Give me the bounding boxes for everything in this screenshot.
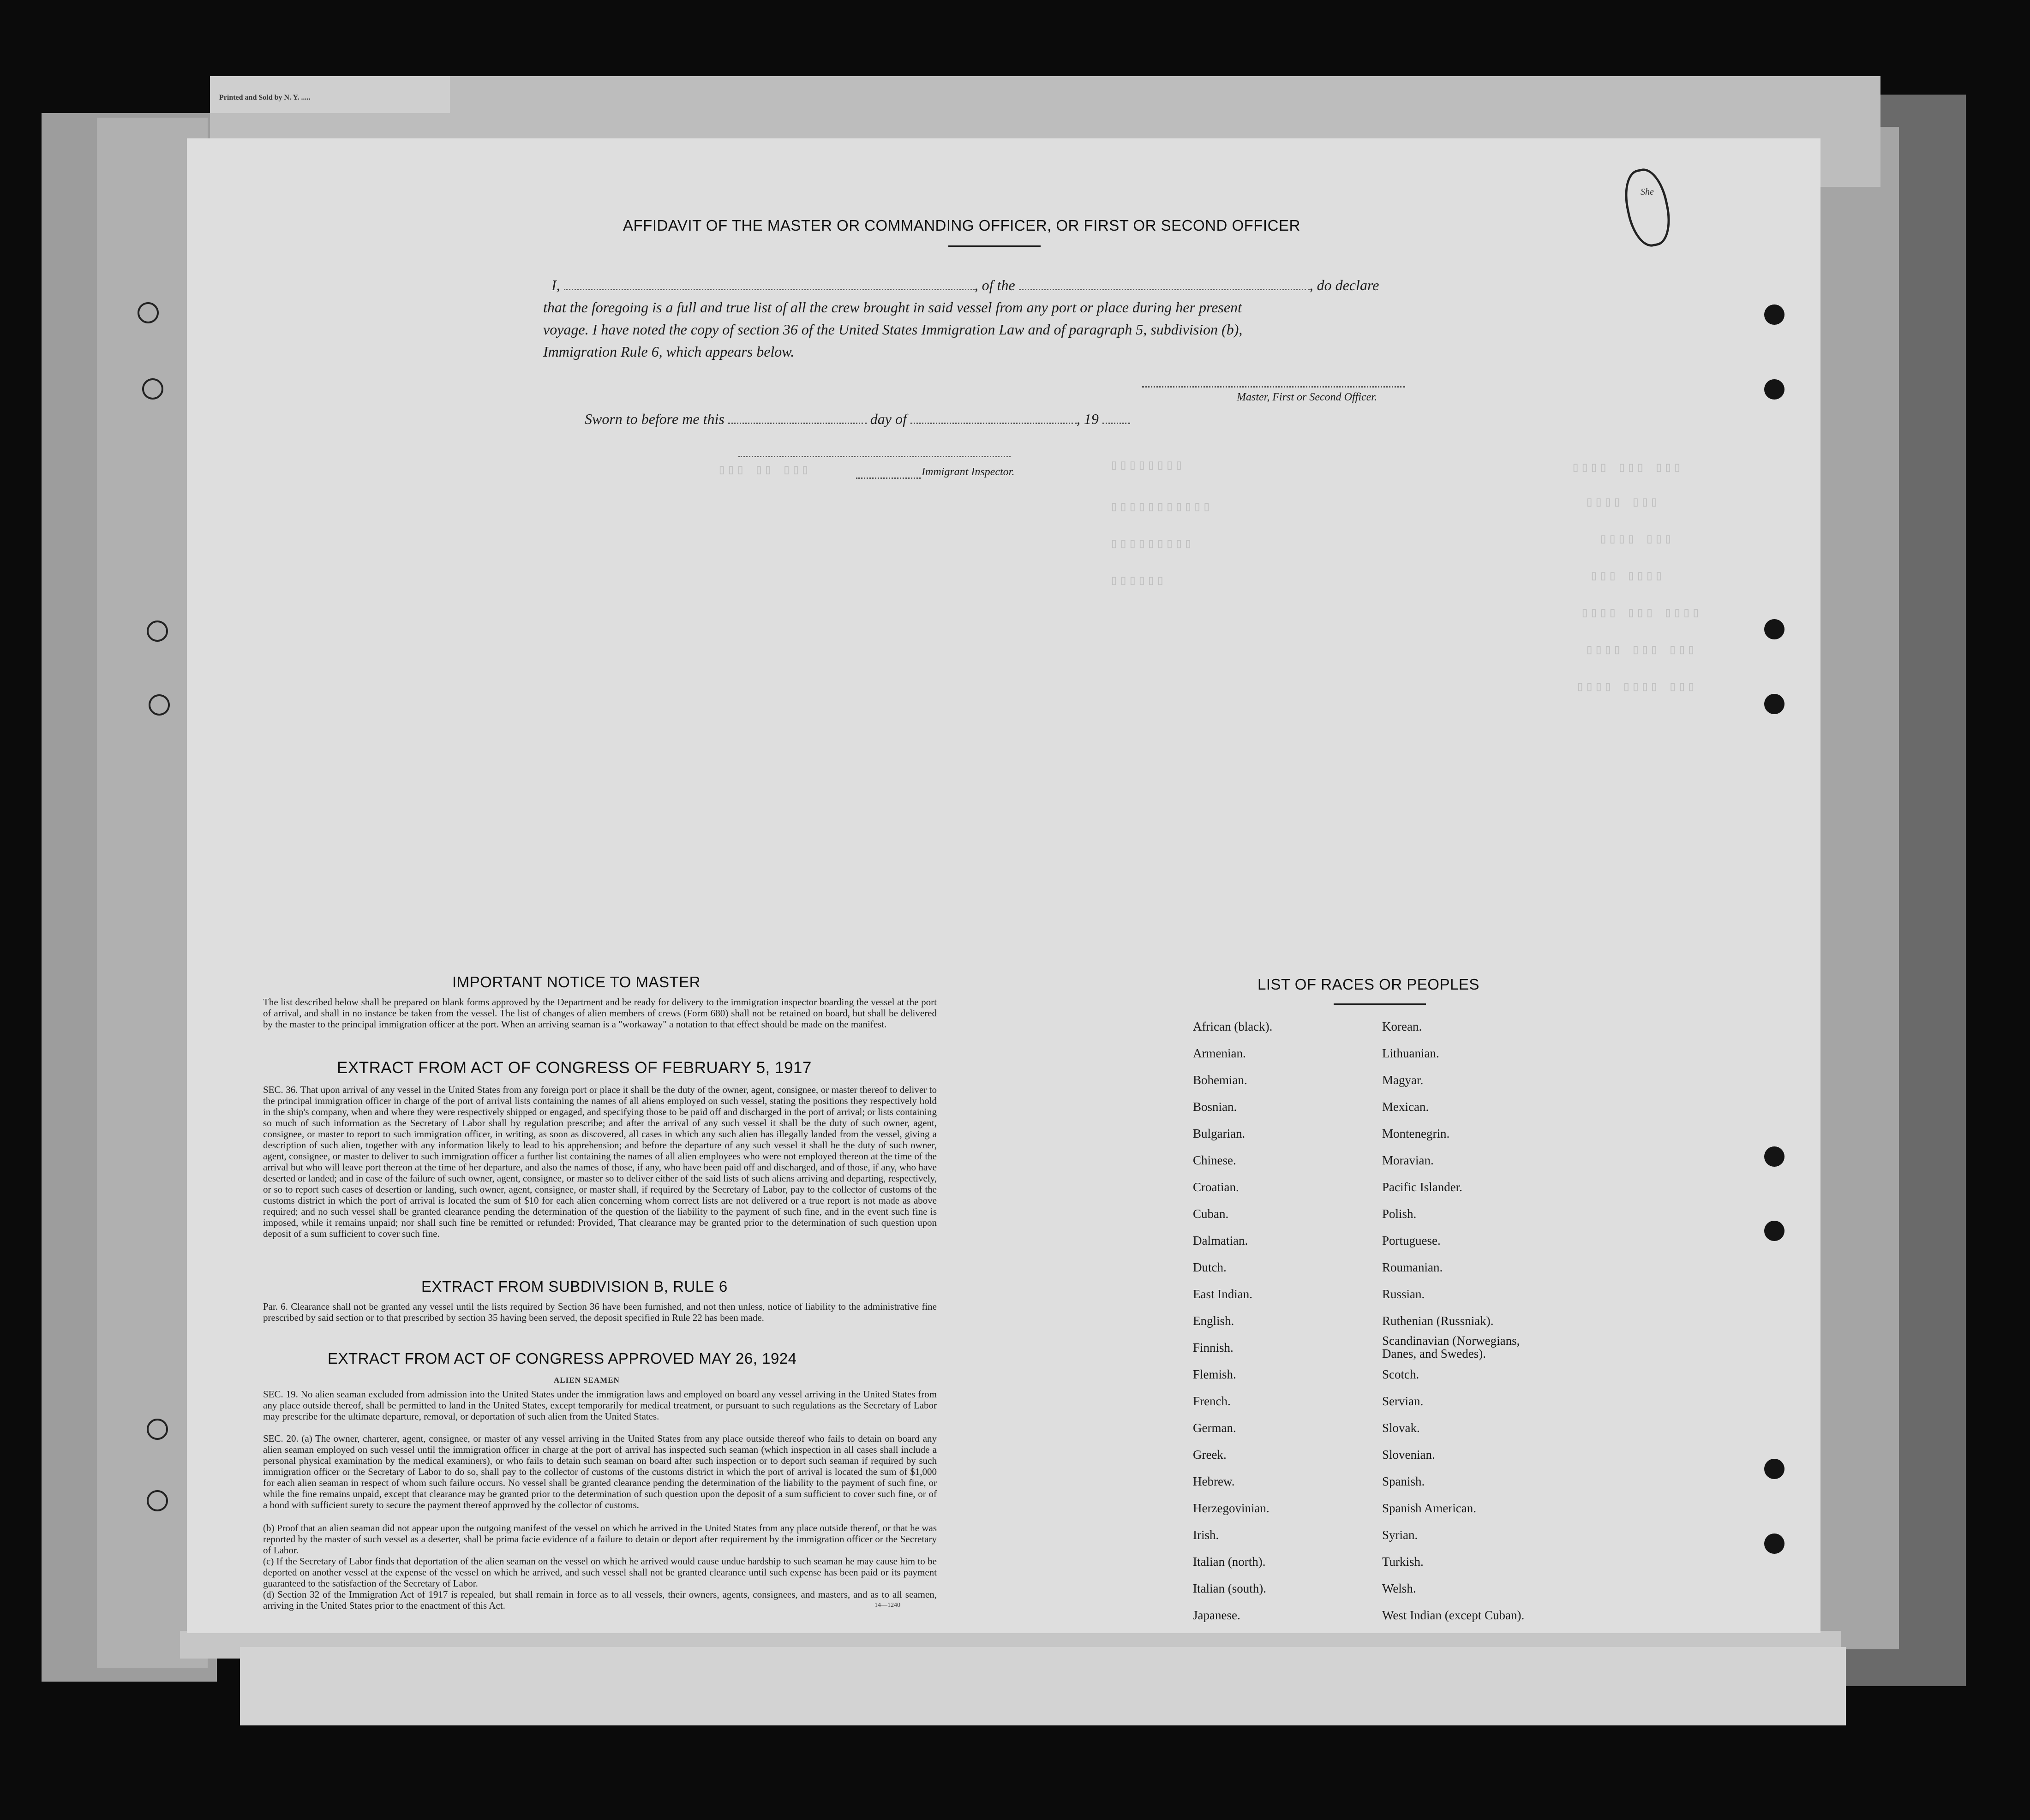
race-right-2: Lithuanian. xyxy=(1382,1046,1439,1060)
sworn-line xyxy=(585,411,1130,428)
race-right-21: Turkish. xyxy=(1382,1555,1424,1569)
affidavit-line-1 xyxy=(551,277,1379,294)
extract-1917-title: EXTRACT FROM ACT OF CONGRESS OF FEBRUARY 5, 1917 xyxy=(337,1059,812,1077)
race-left-2: Armenian. xyxy=(1193,1046,1246,1060)
binder-hole-left-2 xyxy=(142,378,163,400)
sheet-number-label: She xyxy=(1641,187,1654,197)
punch-hole-1 xyxy=(1764,304,1784,325)
binder-hole-left-6 xyxy=(147,1490,168,1511)
race-left-14: Flemish. xyxy=(1193,1367,1236,1381)
race-right-4: Mexican. xyxy=(1382,1100,1429,1114)
sheet-number-mark xyxy=(1619,165,1676,251)
binder-hole-left-3 xyxy=(147,621,168,642)
binder-hole-left-5 xyxy=(147,1419,168,1440)
inspector-label: Immigrant Inspector. xyxy=(922,466,1015,478)
punch-hole-4 xyxy=(1764,694,1784,714)
extract-1924-sec20d: (d) Section 32 of the Immigration Act of 1917 is repealed, but shall remain in force as to all vessels, their owners, agents, consignees, and masters, and as to all seamen, arriving in the United States prior to the enactment of this Act. xyxy=(263,1589,937,1611)
extract-1924-sec20b: (b) Proof that an alien seaman did not appear upon the outgoing manifest of the vessel on which he arrived in the United States from any place outside thereof, or that he was reported by the master of such vessel as a deserter, shall be prima facie evidence of a failure to detain or deport after requirement by the immigration officer or the Secretary of Labor. xyxy=(263,1522,937,1556)
race-left-13: Finnish. xyxy=(1193,1341,1234,1355)
affidavit-line-3: voyage. I have noted the copy of section 36 of the United States Immigration Law and of paragraph 5, subdivision (b), xyxy=(543,321,1243,338)
race-left-23: Japanese. xyxy=(1193,1608,1240,1622)
punch-hole-5 xyxy=(1764,1146,1784,1167)
underlying-page-right-inner xyxy=(1811,127,1899,1649)
master-name-field[interactable] xyxy=(564,289,975,290)
binder-hole-left-1 xyxy=(138,302,159,323)
extract-1917-body: SEC. 36. That upon arrival of any vessel in the United States from any foreign port or place it shall be the duty of the owner, agent, consignee, or master thereof to deliver to the principal immigration officer in charge of the port of arrival lists containing the names of all aliens employed on such vessel, stating the positions they respectively hold in the ship's company, when and where they were respectively shipped or engaged, and specifying those to be paid off and discharged in the port of arrival; or lists containing so much of such information as the Secretary of Labor shall by regulation prescribe; and after the arrival of any such vessel it shall be the duty of such owner, agent, consignee, or master to report to such immigration officer, in writing, as soon as discovered, all cases in which any such alien has illegally landed from the vessel, giving a description of such alien, together with any information likely to lead to his apprehension; and before the departure of any such vessel it shall be the duty of such owner, agent, consignee, or master to deliver to such immigration officer a further list containing the names of all alien employees who were not employed thereon at the time of the arrival but who will leave port thereon at the time of her departure, and also the names of those, if any, who have been paid off and discharged, and of those, if any, who have deserted or landed; and in case of the failure of such owner, agent, consignee, or master so to deliver either of the said lists of such aliens arriving and departing, respectively, or so to report such cases of desertion or landing, such owner, agent, consignee, or master shall, if required by the Secretary of Labor, pay to the collector of customs of the customs district in which the port of arrival is located the sum of $10 for each alien concerning whom correct lists are not delivered or a true report is not made as above required; and no such vessel shall be granted clearance pending the determination of the question of the liability to the payment of such fine, and in the event such fine is imposed, while it remains unpaid; nor shall such fine be remitted or refunded: Provided, That clearance may be granted prior to the determination of such question upon deposit of a sum sufficient to cover such fine. xyxy=(263,1084,937,1239)
punch-hole-2 xyxy=(1764,379,1784,400)
race-right-11: Russian. xyxy=(1382,1287,1425,1301)
race-right-9: Portuguese. xyxy=(1382,1234,1441,1247)
race-right-14: Scotch. xyxy=(1382,1367,1419,1381)
race-right-8: Polish. xyxy=(1382,1207,1417,1221)
race-right-5: Montenegrin. xyxy=(1382,1127,1450,1140)
race-right-6: Moravian. xyxy=(1382,1153,1434,1167)
signature-label: Master, First or Second Officer. xyxy=(1237,391,1377,403)
underlying-page-bottom xyxy=(240,1647,1846,1725)
punch-hole-8 xyxy=(1764,1534,1784,1554)
signature-field[interactable] xyxy=(1142,386,1405,388)
inspector-signature-field[interactable] xyxy=(738,456,1011,457)
race-left-17: Greek. xyxy=(1193,1448,1227,1462)
extract-rule6-body: Par. 6. Clearance shall not be granted any vessel until the lists required by Section 36 have been furnished, and not then unless, notice of liability to the administrative fine prescribed by said section or to that prescribed by section 35 having been served, the deposit specified in Rule 22 has been made. xyxy=(263,1301,937,1323)
race-left-19: Herzegovinian. xyxy=(1193,1501,1269,1515)
races-title-rule xyxy=(1334,1003,1426,1005)
race-right-18: Spanish. xyxy=(1382,1474,1425,1488)
race-left-4: Bosnian. xyxy=(1193,1100,1237,1114)
notice-title: IMPORTANT NOTICE TO MASTER xyxy=(452,973,701,991)
race-left-5: Bulgarian. xyxy=(1193,1127,1246,1140)
extract-1924-sec20a: SEC. 20. (a) The owner, charterer, agent, consignee, or master of any vessel arriving in the United States from any place outside thereof who fails to detain on board any alien seaman employed on such vessel until the immigration officer in charge at the port of arrival has inspected such seaman (which inspection in all cases shall include a personal physical examination by the medical examiners), or who fails to detain such seaman on board after such inspection or to deport such seaman if required by such immigration officer or the Secretary of Labor to do so, shall pay to the collector of customs of the customs district in which the port of arrival is located the sum of $1,000 for each alien seaman in respect of whom such failure occurs. No vessel shall be granted clearance pending the determination of the liability to the payment of such fine, or while the fine remains unpaid, except that clearance may be granted prior to the determination of such question upon the deposit of a sum sufficient to cover such fine, or of a bond with sufficient surety to secure the payment thereof approved by the collector of customs. xyxy=(263,1433,937,1510)
extract-1924-subtitle: ALIEN SEAMEN xyxy=(554,1376,620,1384)
race-right-17: Slovenian. xyxy=(1382,1448,1435,1462)
race-right-15: Servian. xyxy=(1382,1394,1424,1408)
race-left-18: Hebrew. xyxy=(1193,1474,1235,1488)
race-left-6: Chinese. xyxy=(1193,1153,1236,1167)
race-left-15: French. xyxy=(1193,1394,1231,1408)
sworn-prefix: Sworn to before me this xyxy=(585,411,725,427)
bleed-through: ▯▯▯▯ ▯▯▯ ▯▯▯ xyxy=(1571,460,1683,476)
race-left-20: Irish. xyxy=(1193,1528,1219,1542)
vessel-name-field[interactable] xyxy=(1019,289,1310,290)
race-left-11: East Indian. xyxy=(1193,1287,1252,1301)
sworn-day-field[interactable] xyxy=(728,423,867,424)
race-right-20: Syrian. xyxy=(1382,1528,1418,1542)
form-number: 14—1240 xyxy=(874,1602,900,1609)
race-right-7: Pacific Islander. xyxy=(1382,1180,1462,1194)
race-left-9: Dalmatian. xyxy=(1193,1234,1248,1247)
race-right-22: Welsh. xyxy=(1382,1581,1416,1595)
affidavit-line-2: that the foregoing is a full and true list of all the crew brought in said vessel from any port or place during her present xyxy=(543,299,1242,316)
race-left-7: Croatian. xyxy=(1193,1180,1239,1194)
punch-hole-3 xyxy=(1764,619,1784,639)
race-left-1: African (black). xyxy=(1193,1020,1273,1033)
race-left-16: German. xyxy=(1193,1421,1236,1435)
race-right-10: Roumanian. xyxy=(1382,1260,1443,1274)
notice-body: The list described below shall be prepared on blank forms approved by the Department and be ready for delivery to the immigration inspector boarding the vessel at the port of arrival, and shall in no instance be taken from the vessel. The list of changes of alien members of crews (Form 680) shall not be retained on board, but shall be delivered by the master to the principal immigration officer at the port. When an arriving seaman is a "workaway" a notation to that effect should be made on the manifest. xyxy=(263,997,937,1030)
printer-line: Printed and Sold by N. Y. ..... xyxy=(219,94,311,101)
affidavit-title: AFFIDAVIT OF THE MASTER OR COMMANDING OFFICER, OR FIRST OR SECOND OFFICER xyxy=(623,217,1300,234)
sworn-day-of: day of xyxy=(870,411,907,427)
punch-hole-6 xyxy=(1764,1221,1784,1241)
race-left-12: English. xyxy=(1193,1314,1234,1328)
race-right-13: Scandinavian (Norwegians, Danes, and Swedes). xyxy=(1382,1334,1520,1361)
race-right-3: Magyar. xyxy=(1382,1073,1424,1087)
affidavit-declare-label: , do declare xyxy=(1309,277,1379,293)
race-right-19: Spanish American. xyxy=(1382,1501,1476,1515)
affidavit-page: ▯▯▯▯ ▯▯▯ ▯▯▯ ▯▯▯▯ ▯▯▯ ▯▯▯▯ ▯▯▯ ▯▯▯ ▯▯▯▯ ▯▯▯▯ ▯▯▯ ▯▯▯▯ ▯▯▯▯ ▯▯▯ ▯▯▯ ▯▯▯▯ ▯▯▯▯ ▯▯▯ ▯▯▯▯▯▯▯▯ ▯▯▯▯▯▯▯▯▯▯▯ ▯▯▯▯▯▯▯▯▯ ▯▯▯▯▯▯ ▯▯▯ ▯▯ ▯▯▯ She AFFIDAVIT OF THE MASTER OR COMMANDING OFFICER, OR FIRST OR SECOND OFFICER I, , of the , do declare that the foregoing is a full and true list of all the crew brought in said vessel from any port or place during her present voyage. I have noted the copy of section 36 of the United States Immigration Law and of paragraph 5, subdivision (b), Immigration Rule 6, which appears below. Master, First or Second Officer. Sworn to before me this day of , 19 Immigrant Inspector. IMPORTANT NOTICE TO MASTER The list described below shall be prepared on blank forms approved by the Department and be ready for delivery to the immigration inspector boarding the vessel at the port of arrival, and shall in no instance be taken from the vessel. The list of changes of alien members of crews (Form 680) shall not be retained on board, but shall be delivered by the master to the principal immigration officer at the port. When an arriving seaman is a "workaway" a notation to that effect should be made on the manifest. EXTRACT FROM ACT OF CONGRESS OF FEBRUARY 5, 1917 SEC. 36. That upon arrival of any vessel in the United States from any foreign port or place it shall be the duty of the owner, agent, consignee, or master thereof to deliver to the principal immigration officer in charge of the port of arrival lists containing the names of all aliens employed on such vessel, stating the positions they respectively hold in the ship's company, when and where they were respectively shipped or engaged, and specifying those to be paid off and discharged in the port of arrival; or lists containing so much of such information as the Secretary of Labor shall by regulation prescribe; and after the arrival of any such vessel it shall be the duty of such owner, agent, consignee, or master to report to such immigration officer, in writing, as soon as discovered, all cases in which any such alien has illegally landed from the vessel, giving a description of such alien, together with any information likely to lead to his apprehension; and before the departure of any such vessel it shall be the duty of such owner, agent, consignee, or master to deliver to such immigration officer a further list containing the names of all alien employees who were not employed thereon at the time of the arrival but who will leave port thereon at the time of her departure, and also the names of those, if any, who have been paid off and discharged, and of those, if any, who have deserted or landed; and in case of the failure of such owner, agent, consignee, or master so to deliver either of the said lists of such aliens arriving and departing, respectively, or so to report such cases of desertion or landing, such owner, agent, consignee, or master shall, if required by the Secretary of Labor, pay to the collector of customs of the customs district in which the port of arrival is located the sum of $10 for each alien concerning whom correct lists are not delivered or a true report is not made as above required; and no such vessel shall be granted clearance pending the determination of the question of the liability to the payment of such fine, and in the event such fine is imposed, while it remains unpaid; nor shall such fine be remitted or refunded: Provided, That clearance may be granted prior to the determination of such question upon deposit of a sum sufficient to cover such fine. EXTRACT FROM SUBDIVISION B, RULE 6 Par. 6. Clearance shall not be granted any vessel until the lists required by Section 36 have been furnished, and not then unless, notice of liability to the administrative fine prescribed by said section or to that prescribed by section 35 having been served, the deposit specified in Rule 22 has been made. EXTRACT FROM ACT OF CONGRESS APPROVED MAY 26, 1924 ALIEN SEAMEN SEC. 19. No alien seaman excluded from admission into the United States under the immigration laws and employed on board any vessel arriving in the United States from any place outside thereof, shall be permitted to land in the United States, except temporarily for medical treatment, or pursuant to such regulations as the Secretary of Labor may prescribe for the ultimate departure, removal, or deportation of such alien from the United States. SEC. 20. (a) The owner, charterer, agent, consignee, or master of any vessel arriving in the United States from any place outside thereof who fails to detain on board any alien seaman employed on such vessel until the immigration officer in charge at the port of arrival has inspected such seaman (which inspection in all cases shall include a personal physical examination by the medical examiners), or who fails to detain such seaman on board after such inspection or to deport such seaman if required by such immigration officer or the Secretary of Labor to do so, shall pay to the collector of customs of the customs district in which the port of arrival is located the sum of $1,000 for each alien seaman in respect of whom such failure occurs. No vessel shall be granted clearance pending the determination of the liability to the payment of such fine, or while the fine remains unpaid, except that clearance may be granted prior to the determination of such question upon the deposit of a sum sufficient to cover such fine, or of a bond with sufficient surety to secure the payment thereof approved by the collector of customs. (b) Proof that an alien seaman did not appear upon the outgoing manifest of the vessel on which he arrived in the United States from any place outside thereof, or that he was reported by the master of such vessel as a deserter, shall be prima facie evidence of a failure to detain or deport after requirement by the immigration officer or the Secretary of Labor. (c) If the Secretary of Labor finds that deportation of the alien seaman on the vessel on which he arrived would cause undue hardship to such seaman he may cause him to be deported on another vessel at the expense of the vessel on which he arrived, and such vessel shall not be granted clearance until such expense has been paid or its payment guaranteed to the satisfaction of the Secretary of Labor. (d) Section 32 of the Immigration Act of 1917 is repealed, but shall remain in force as to all vessels, their owners, agents, consignees, and masters, and as to all seamen, arriving in the United States prior to the enactment of this Act. 14—1240 LIST OF RACES OR PEOPLES African (black). Armenian. Bohemian. Bosnian. Bulgarian. Chinese. Croatian. Cuban. Dalmatian. Dutch. East Indian. English. Finnish. Flemish. French. German. Greek. Hebrew. Herzegovinian. Irish. Italian (north). Italian (south). Japanese. Korean. Lithuanian. Magyar. Mexican. Montenegrin. Moravian. Pacific Islander. Polish. Portuguese. Roumanian. Russian. Ruthenian (Russniak). Scandinavian (Norwegians, Danes, and Swedes). Scotch. Servian. Slovak. Slovenian. Spanish. Spanish American. Syrian. Turkish. Welsh. West Indian (except Cuban). xyxy=(187,138,1820,1633)
races-title: LIST OF RACES OR PEOPLES xyxy=(1258,976,1479,993)
affidavit-title-rule xyxy=(948,245,1041,247)
race-left-8: Cuban. xyxy=(1193,1207,1229,1221)
extract-rule6-title: EXTRACT FROM SUBDIVISION B, RULE 6 xyxy=(421,1278,728,1295)
race-right-1: Korean. xyxy=(1382,1020,1422,1033)
race-left-21: Italian (north). xyxy=(1193,1555,1266,1569)
race-right-12: Ruthenian (Russniak). xyxy=(1382,1314,1494,1328)
sworn-month-field[interactable] xyxy=(910,423,1077,424)
race-right-16: Slovak. xyxy=(1382,1421,1420,1435)
race-left-3: Bohemian. xyxy=(1193,1073,1247,1087)
sworn-year-field[interactable] xyxy=(1102,423,1130,424)
sworn-year: , 19 xyxy=(1076,411,1099,427)
race-left-22: Italian (south). xyxy=(1193,1581,1266,1595)
extract-1924-title: EXTRACT FROM ACT OF CONGRESS APPROVED MAY 26, 1924 xyxy=(328,1350,797,1367)
affidavit-of-the-label: , of the xyxy=(974,277,1015,293)
affidavit-i-label: I, xyxy=(551,277,560,293)
affidavit-line-4: Immigration Rule 6, which appears below. xyxy=(543,343,795,360)
race-left-10: Dutch. xyxy=(1193,1260,1227,1274)
underlying-page-tab xyxy=(210,76,450,113)
race-right-23: West Indian (except Cuban). xyxy=(1382,1608,1525,1622)
extract-1924-sec19: SEC. 19. No alien seaman excluded from admission into the United States under the immigration laws and employed on board any vessel arriving in the United States from any place outside thereof, shall be permitted to land in the United States, except temporarily for medical treatment, or pursuant to such regulations as the Secretary of Labor may prescribe for the ultimate departure, removal, or deportation of such alien from the United States. xyxy=(263,1389,937,1422)
extract-1924-sec20c: (c) If the Secretary of Labor finds that deportation of the alien seaman on the vessel on which he arrived would cause undue hardship to such seaman he may cause him to be deported on another vessel at the expense of the vessel on which he arrived, and such vessel shall not be granted clearance until such expense has been paid or its payment guaranteed to the satisfaction of the Secretary of Labor. xyxy=(263,1556,937,1589)
punch-hole-7 xyxy=(1764,1459,1784,1479)
binder-hole-left-4 xyxy=(149,694,170,716)
